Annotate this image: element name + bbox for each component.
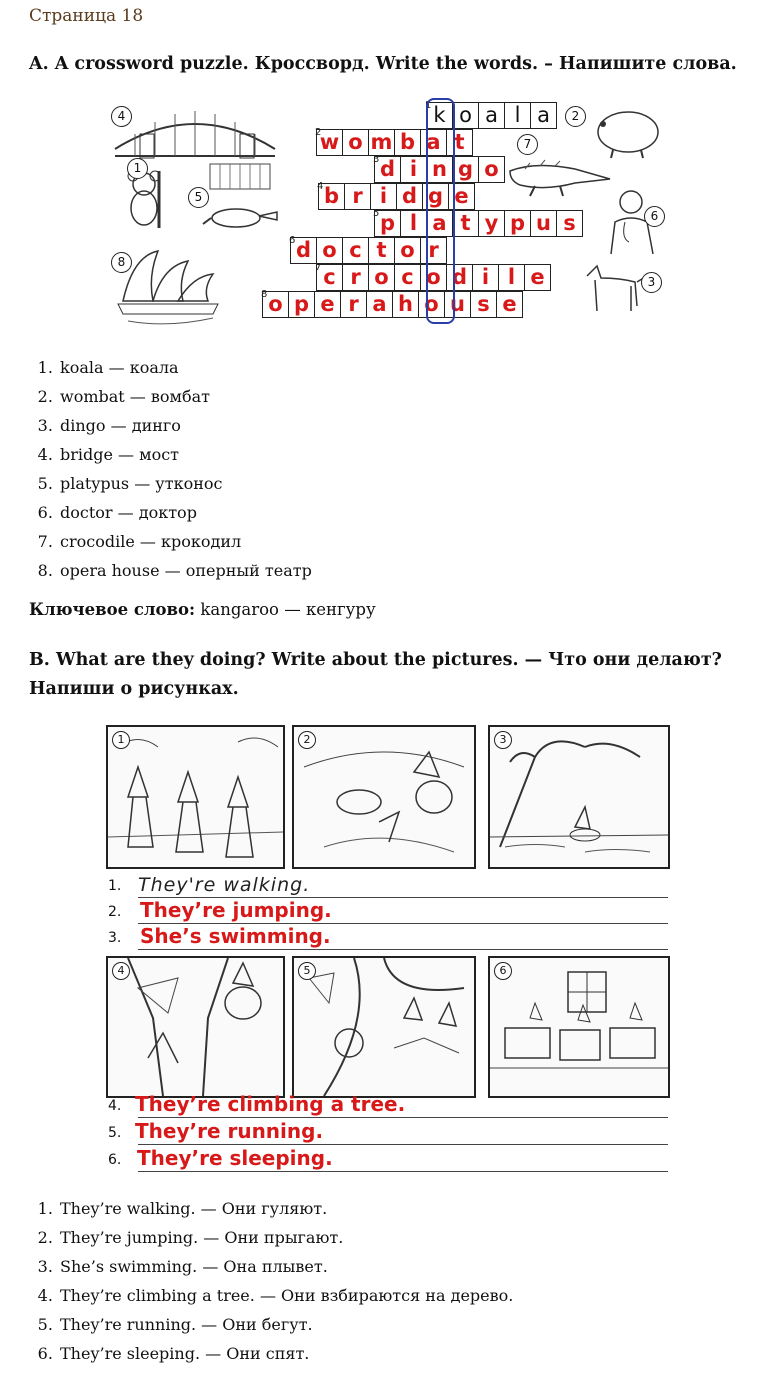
panel-number: 3 [494, 731, 512, 749]
crossword-cell: c [342, 237, 369, 264]
crossword-cell: m [368, 129, 395, 156]
line-number: 1. [108, 878, 122, 894]
section-b-heading-cont: Напиши о рисунках. [29, 679, 239, 699]
crossword-cell: d [374, 156, 401, 183]
crossword-clue-number: 3 [373, 154, 380, 165]
crossword-cell: h [392, 291, 419, 318]
list-item: 8. opera house — оперный театр [58, 556, 312, 585]
crossword-cell: o [368, 264, 395, 291]
list-item: 2. They’re jumping. — Они прыгают. [58, 1223, 513, 1252]
crossword-cell: i [400, 156, 427, 183]
crossword-cell: r [420, 237, 447, 264]
crossword-cell: a [426, 210, 453, 237]
crossword-cell: s [556, 210, 583, 237]
writing-rule [138, 1117, 668, 1118]
key-word-label: Ключевое слово: [29, 600, 196, 619]
crossword-cell: e [496, 291, 523, 318]
crossword-cell: b [394, 129, 421, 156]
crossword-cell: l [498, 264, 525, 291]
writing-rule [138, 1171, 668, 1172]
crossword-cell: u [444, 291, 471, 318]
crossword-cell: b [318, 183, 345, 210]
crossword-cell: p [374, 210, 401, 237]
answer-line [108, 1092, 668, 1118]
circle-label: 8 [111, 252, 132, 273]
comic-panel [106, 956, 285, 1098]
list-item: 7. crocodile — крокодил [58, 527, 312, 556]
crossword-cell: o [262, 291, 289, 318]
panel-number: 4 [112, 962, 130, 980]
comic-panel [106, 725, 285, 869]
crossword-cell: g [422, 183, 449, 210]
crossword-cell: p [504, 210, 531, 237]
dingo-picture [575, 256, 655, 326]
crossword-cell: u [530, 210, 557, 237]
written-answer: They’re climbing a tree. [135, 1092, 406, 1116]
crocodile-picture [505, 151, 615, 201]
circle-label: 6 [644, 206, 665, 227]
comic-panel [292, 956, 476, 1098]
crossword-cell: r [340, 291, 367, 318]
list-item: 4. bridge — мост [58, 440, 312, 469]
crossword-cell: o [478, 156, 505, 183]
example-answer: They're walking. [138, 874, 311, 896]
crossword-cell: w [316, 129, 343, 156]
panel-number: 2 [298, 731, 316, 749]
crossword-cell: y [478, 210, 505, 237]
line-number: 6. [108, 1152, 122, 1168]
crossword-cell: a [366, 291, 393, 318]
crossword-cell: c [394, 264, 421, 291]
list-item: 2. wombat — вомбат [58, 382, 312, 411]
crossword-cell: l [504, 102, 531, 129]
answer-line [108, 924, 668, 950]
answer-line [108, 872, 668, 898]
list-item: 6. They’re sleeping. — Они спят. [58, 1339, 513, 1368]
circle-label: 2 [565, 106, 586, 127]
answer-line [108, 898, 668, 924]
crossword-cell: r [342, 264, 369, 291]
crossword-clue-number: 7 [315, 262, 322, 273]
platypus-picture [201, 196, 281, 236]
answer-line [108, 1146, 668, 1172]
crossword-cell: d [290, 237, 317, 264]
crossword-cell: e [524, 264, 551, 291]
crossword-row [374, 210, 582, 236]
list-item: 5. They’re running. — Они бегут. [58, 1310, 513, 1339]
comic-panel [488, 956, 670, 1098]
page-label: Страница 18 [29, 6, 144, 26]
crossword-cell: c [316, 264, 343, 291]
written-answer: She’s swimming. [140, 924, 331, 948]
writing-rule [138, 1144, 668, 1145]
line-number: 4. [108, 1098, 122, 1114]
crossword-cell: a [530, 102, 557, 129]
crossword-clue-number: 1 [425, 100, 432, 111]
crossword-clue-number: 5 [373, 208, 380, 219]
written-answer: They’re jumping. [140, 898, 332, 922]
writing-rule [138, 949, 668, 950]
list-item: 3. She’s swimming. — Она плывет. [58, 1252, 513, 1281]
line-number: 2. [108, 904, 122, 920]
section-b-heading: B. What are they doing? Write about the pictures. — Что они делают? [29, 650, 722, 670]
line-number: 5. [108, 1125, 122, 1141]
list-item: 6. doctor — доктор [58, 498, 312, 527]
panel-number: 6 [494, 962, 512, 980]
list-item: 1. koala — коала [58, 353, 312, 382]
crossword-cell: t [446, 129, 473, 156]
crossword-cell: d [396, 183, 423, 210]
section-a-heading: A. A crossword puzzle. Кроссворд. Write the words. – Напишите слова. [29, 54, 737, 74]
crossword-cell: p [288, 291, 315, 318]
written-answer: They’re sleeping. [137, 1146, 333, 1170]
list-item: 5. platypus — утконос [58, 469, 312, 498]
crossword-cell: t [452, 210, 479, 237]
crossword-cell: a [420, 129, 447, 156]
crossword-clue-number: 8 [261, 289, 268, 300]
crossword-clue-number: 2 [315, 127, 322, 138]
word-list [29, 353, 312, 585]
crossword-cell: t [368, 237, 395, 264]
crossword-cell: e [448, 183, 475, 210]
written-answer: They’re running. [135, 1119, 324, 1143]
comic-panel [488, 725, 670, 869]
translation-list [29, 1194, 513, 1368]
crossword-cell: r [344, 183, 371, 210]
crossword-cell: o [452, 102, 479, 129]
circle-label: 1 [127, 158, 148, 179]
crossword-row [262, 291, 522, 317]
crossword-cell: o [420, 264, 447, 291]
list-item: 4. They’re climbing a tree. — Они взбираются на дерево. [58, 1281, 513, 1310]
answer-line [108, 1119, 668, 1145]
crossword-cell: i [370, 183, 397, 210]
crossword-cell: d [446, 264, 473, 291]
key-word-value: kangaroo — кенгуру [195, 600, 376, 619]
panel-number: 5 [298, 962, 316, 980]
crossword-cell: g [452, 156, 479, 183]
crossword-clue-number: 4 [317, 181, 324, 192]
crossword-clue-number: 6 [289, 235, 296, 246]
list-item: 1. They’re walking. — Они гуляют. [58, 1194, 513, 1223]
comic-panel [292, 725, 476, 869]
crossword-cell: a [478, 102, 505, 129]
crossword-cell: e [314, 291, 341, 318]
crossword-cell: l [400, 210, 427, 237]
crossword-cell: o [418, 291, 445, 318]
crossword-cell: o [316, 237, 343, 264]
list-item: 3. dingo — динго [58, 411, 312, 440]
crossword-cell: s [470, 291, 497, 318]
key-word-column-highlight [426, 98, 455, 324]
crossword-row [290, 237, 446, 263]
crossword-cell: k [426, 102, 453, 129]
panel-number: 1 [112, 731, 130, 749]
crossword-cell: o [394, 237, 421, 264]
line-number: 3. [108, 930, 122, 946]
crossword-cell: n [426, 156, 453, 183]
crossword-cell: i [472, 264, 499, 291]
key-word-line [29, 600, 376, 619]
circle-label: 5 [188, 187, 209, 208]
circle-label: 7 [517, 134, 538, 155]
crossword-cell: o [342, 129, 369, 156]
circle-label: 3 [641, 272, 662, 293]
circle-label: 4 [111, 106, 132, 127]
